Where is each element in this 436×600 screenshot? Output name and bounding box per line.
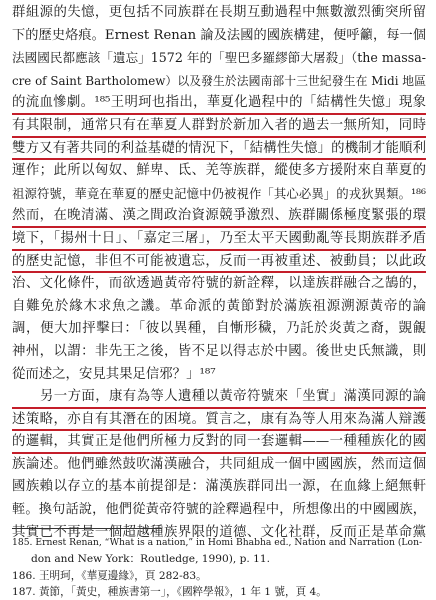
footnote-185-cont: don and New York：Routledge, 1990), p. 11. (31, 553, 270, 566)
footnote-187: 187. 黃節，「黃史，種族書第一」，《國粹學報》，1 年 1 號，頁 4。 (12, 585, 327, 598)
footnotes (12, 528, 426, 600)
text-line-underlined: 有其限制，通常只有在華夏人群對於新加入者的過去一無所知，同時 (12, 115, 426, 138)
body-text (12, 2, 426, 544)
text-line: 神州，以謂：非先王之後，皆不足以得志於中國。後世史氏無識，則 (12, 343, 426, 359)
text-line: 治、文化條件，而欲透過黃帝符號的新詮釋，以達族群融合之鵠的， (12, 276, 426, 292)
text-line: 運作；此所以匈奴、鮮卑、氐、羌等族群，縱使多方援附來自華夏的 (12, 163, 426, 179)
text-line: 族論述。他們雖然鼓吹滿漢融合，共同組成一個中國國族，然而這個 (12, 456, 426, 472)
text-line: 從而述之，安見其果足信邪？」¹⁸⁷ (12, 366, 216, 382)
text-line: 其實已不再是一個超越種族界限的道德、文化社群，反而正是革命黨 (12, 524, 426, 540)
text-line: 調，便大加抨擊曰：「彼以異種，自慚形穢，乃託於炎黃之裔，覬覦 (12, 321, 426, 337)
text-line: cre of Saint Bartholomew）以及發生於法國南部十三世紀發生在 Midi 地區 (12, 73, 426, 88)
text-line: 輊。換句話說，他們從黃帝符號的詮釋過程中，所想像出的中國國族， (12, 502, 426, 518)
text-line: 國族賴以存立的基本前提卻是：滿漢族群同出一源，在血緣上絕無軒 (12, 479, 426, 495)
footnote-rule (12, 528, 162, 529)
footnote-186: 186. 王明珂，《華夏邊緣》，頁 282-83。 (12, 569, 207, 582)
text-line: 法國國民都應該「遺忘」1572 年的「聖巴多羅繆節大屠殺」（the massa- (12, 50, 426, 66)
text-line: 下的歷史烙痕。Ernest Renan 論及法國的國族構建，便呼籲，每一個 (12, 27, 426, 43)
text-line-underlined: 的邏輯，其實正是他們所極力反對的同一套邏輯——一種種族化的國 (12, 431, 426, 454)
footnote-185: 185. Ernest Renan, “What is a nation,” in Homi Bhabha ed., Nation and Narration (Lon- (12, 537, 423, 548)
text-line-underlined: 的流血慘劇。¹⁸⁵王明珂也指出，華夏化過程中的「結構性失憶」現象 (12, 92, 426, 115)
text-line-underlined: 雙方又有著共同的利益基礎的情況下，「結構性失憶」的機制才能順利 (12, 138, 426, 161)
text-line: 祖源符號，華竟在華夏的歷史記憶中仍被視作「其心必異」的戎狄異類。¹⁸⁶ (12, 185, 426, 201)
text-line-underlined: 境下，「揚州十日」、「嘉定三屠」，乃至太平天國動亂等長期族群矛盾 (12, 228, 426, 251)
text-line: 群組源的失憶，更包括不同族群在長期互動過程中無數激烈衝突所留 (12, 5, 426, 20)
text-line: 自難免於緣木求魚之譏。革命派的黃節對於滿族祖源溯源黃帝的論 (12, 298, 426, 314)
text-line-underlined: 然而，在晚清滿、漢之間政治資源競爭激烈、族群關係極度緊張的環 (12, 205, 426, 228)
text-line-underlined: 述策略，亦自有其潛在的困境。質言之，康有為等人用來為滿人辯護 (12, 409, 426, 432)
text-line-underlined: 另一方面，康有為等人遺種以黃帝符號來「坐實」滿漢同源的論 (12, 386, 426, 409)
text-line-underlined: 的歷史記憶，非但不可能被遺忘，反而一再被重述、被動員；以此政 (12, 251, 426, 274)
